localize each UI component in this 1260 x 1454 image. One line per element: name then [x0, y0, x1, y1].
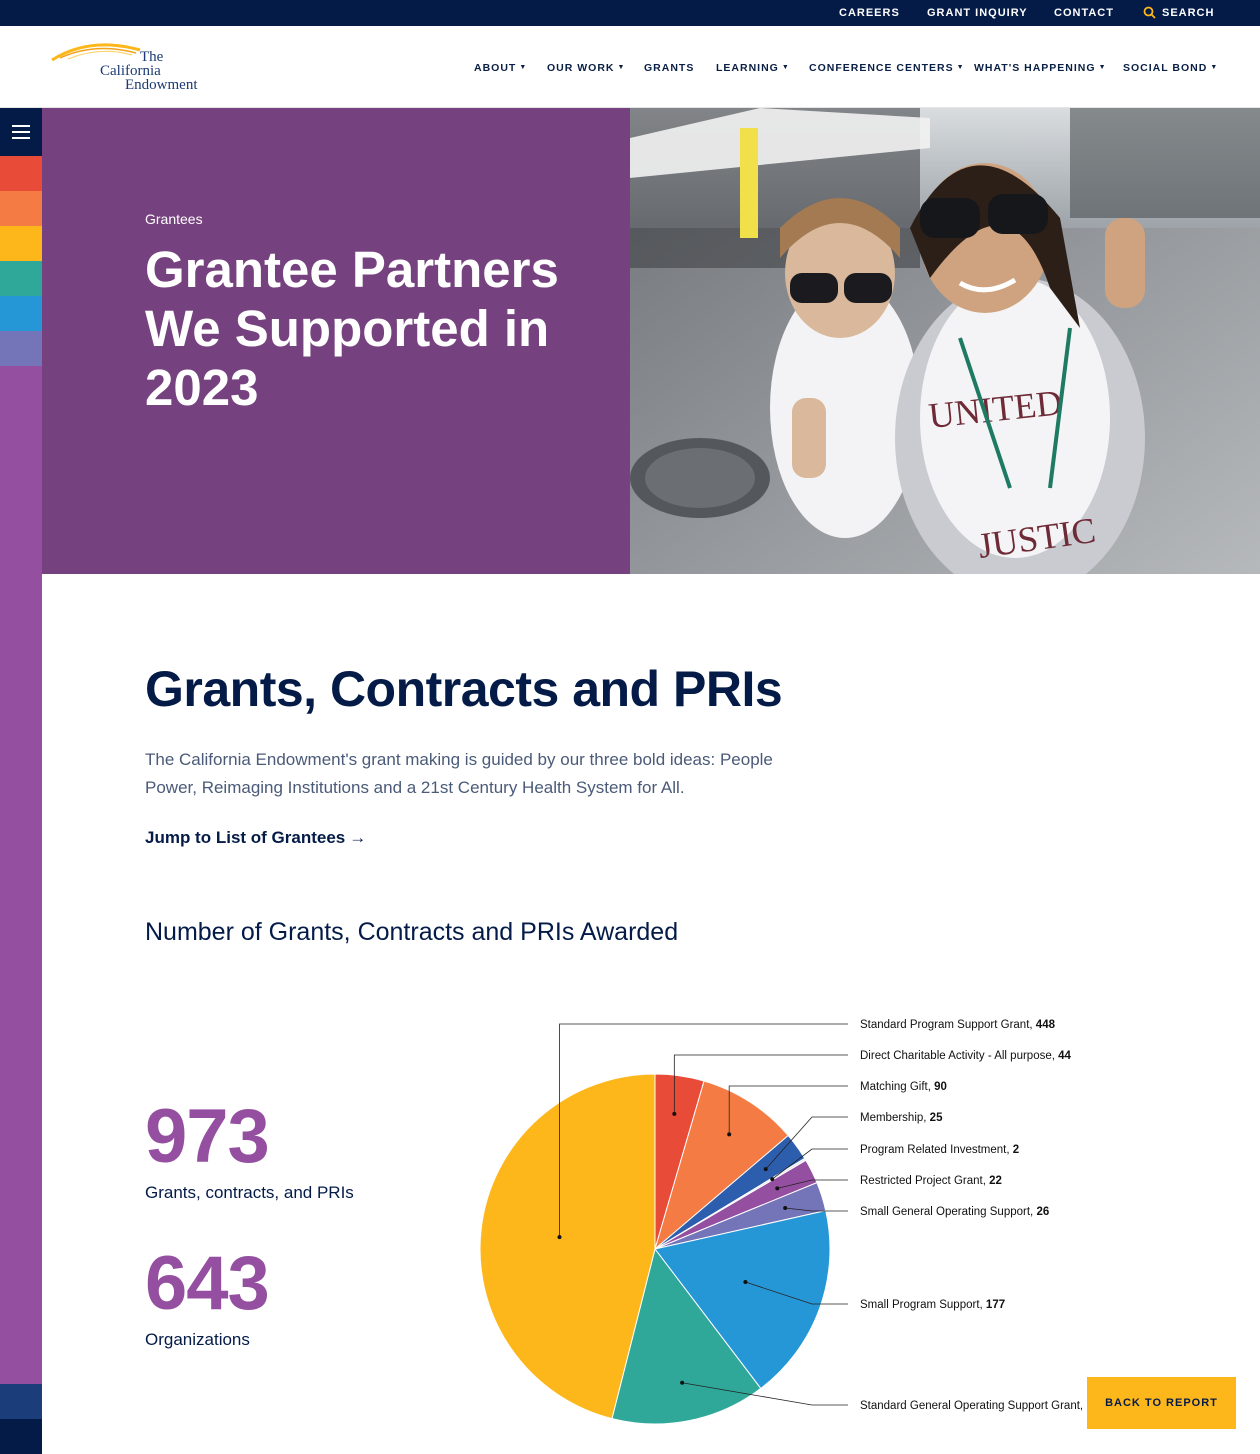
- pie-leader-dot: [775, 1186, 779, 1190]
- careers-link[interactable]: CAREERS: [839, 7, 900, 19]
- caret-down-icon: ▼: [1210, 64, 1219, 71]
- nav-whats-happening[interactable]: [974, 62, 1107, 74]
- jump-link-label: Jump to List of Grantees: [145, 828, 346, 847]
- pie-label-value: 22: [989, 1175, 1002, 1187]
- pie-label-name: Small General Operating Support,: [860, 1206, 1037, 1218]
- nav-social-bond-label: SOCIAL BOND: [1123, 62, 1208, 74]
- nav-conference-centers-label: CONFERENCE CENTERS: [809, 62, 954, 74]
- chart-heading: Number of Grants, Contracts and PRIs Awarded: [145, 918, 679, 946]
- caret-down-icon: ▼: [1098, 64, 1107, 71]
- rail-color-stripe: [0, 261, 42, 296]
- pie-label-name: Matching Gift,: [860, 1081, 935, 1093]
- nav-grants-label: GRANTS: [644, 62, 695, 74]
- logo-arc-icon: [50, 40, 150, 62]
- pie-leader-dot: [680, 1381, 684, 1385]
- rail-bottom-stripe: [0, 1419, 42, 1454]
- caret-down-icon: ▼: [617, 64, 626, 71]
- pie-leader-dot: [672, 1112, 676, 1116]
- pie-label-value: 448: [1035, 1019, 1055, 1031]
- stat-organizations-number: 643: [145, 1241, 269, 1326]
- stat-grants-number: 973: [145, 1094, 269, 1179]
- jump-to-grantees-link[interactable]: [145, 828, 366, 848]
- arrow-right-icon: →: [349, 828, 367, 847]
- pie-label-value: 90: [934, 1081, 947, 1093]
- nav-learning[interactable]: [716, 62, 790, 74]
- pie-label: [860, 1112, 943, 1124]
- nav-social-bond[interactable]: [1123, 62, 1218, 74]
- pie-label: [860, 1206, 1049, 1218]
- contact-link[interactable]: CONTACT: [1054, 7, 1114, 19]
- pie-label-value: 177: [985, 1299, 1006, 1311]
- search-link[interactable]: SEARCH: [1162, 7, 1215, 19]
- nav-our-work[interactable]: [547, 62, 625, 74]
- pie-label-name: Restricted Project Grant,: [860, 1175, 990, 1187]
- pie-label-name: Standard Program Support Grant,: [860, 1019, 1036, 1031]
- grant-inquiry-link[interactable]: GRANT INQUIRY: [927, 7, 1028, 19]
- pie-label-name: Standard General Operating Support Grant,: [860, 1400, 1087, 1412]
- pie-label: [860, 1019, 1056, 1031]
- pie-label-value: 44: [1058, 1050, 1071, 1062]
- rail-color-stripe: [0, 156, 42, 191]
- pie-leader-dot: [770, 1177, 774, 1181]
- logo-text-endowment: Endowment: [125, 77, 198, 93]
- hamburger-menu-icon[interactable]: [0, 108, 42, 156]
- rail-color-stripe: [0, 191, 42, 226]
- logo-text-the: The: [140, 49, 164, 65]
- caret-down-icon: ▼: [519, 64, 528, 71]
- nav-conference-centers[interactable]: [809, 62, 965, 74]
- pie-leader-dot: [783, 1206, 787, 1210]
- stat-organizations-label: Organizations: [145, 1330, 250, 1349]
- nav-learning-label: LEARNING: [716, 62, 779, 74]
- pie-leader-dot: [743, 1280, 747, 1284]
- pie-label-value: 2: [1012, 1144, 1020, 1156]
- nav-our-work-label: OUR WORK: [547, 62, 615, 74]
- stat-grants-label: Grants, contracts, and PRIs: [145, 1183, 354, 1202]
- hero-photo: [630, 108, 1260, 574]
- pie-label-value: 26: [1036, 1206, 1050, 1218]
- color-rail: [0, 108, 42, 1454]
- site-header: [0, 26, 1260, 108]
- pie-label: [860, 1081, 947, 1093]
- pie-label-name: Small Program Support,: [860, 1299, 986, 1311]
- rail-color-stripe: [0, 226, 42, 261]
- hero-photo-image: [630, 108, 1260, 574]
- caret-down-icon: ▼: [781, 64, 790, 71]
- caret-down-icon: ▼: [956, 64, 965, 71]
- hero-panel: [42, 108, 630, 574]
- search-icon[interactable]: [1143, 6, 1156, 19]
- logo-text-california: California: [100, 63, 161, 79]
- pie-label-value: 25: [929, 1112, 943, 1124]
- rail-color-stripe: [0, 331, 42, 366]
- section-title: Grants, Contracts and PRIs: [145, 661, 783, 717]
- nav-whats-happening-label: WHAT'S HAPPENING: [974, 62, 1096, 74]
- hero-title: Grantee Partners We Supported in 2023: [145, 241, 559, 416]
- nav-about[interactable]: [474, 62, 527, 74]
- pie-leader-dot: [557, 1235, 561, 1239]
- pie-label: [860, 1400, 1106, 1412]
- pie-label-name: Direct Charitable Activity - All purpose,: [860, 1050, 1059, 1062]
- pie-label: [860, 1144, 1019, 1156]
- utility-bar: [0, 0, 1260, 26]
- rail-color-stripe: [0, 296, 42, 331]
- back-to-report-button[interactable]: BACK TO REPORT: [1087, 1377, 1236, 1429]
- section-intro: The California Endowment's grant making is guided by our three bold ideas: People Power, Reimaging Institutions and a 21st Century Health System for All.: [145, 750, 773, 797]
- hero-eyebrow: Grantees: [145, 211, 203, 227]
- svg-text:JUSTIC: JUSTIC: [975, 509, 1098, 566]
- pie-label: [860, 1175, 1002, 1187]
- nav-about-label: ABOUT: [474, 62, 517, 74]
- rail-bottom-stripe: [0, 1384, 42, 1419]
- pie-leader-dot: [764, 1167, 768, 1171]
- pie-label: [860, 1050, 1072, 1062]
- pie-label: [860, 1299, 1005, 1311]
- pie-label-name: Program Related Investment,: [860, 1144, 1013, 1156]
- nav-grants[interactable]: [644, 62, 694, 74]
- logo[interactable]: [50, 40, 220, 100]
- pie-leader-dot: [727, 1132, 731, 1136]
- svg-text:UNITED: UNITED: [926, 382, 1065, 436]
- pie-label-name: Membership,: [860, 1112, 930, 1124]
